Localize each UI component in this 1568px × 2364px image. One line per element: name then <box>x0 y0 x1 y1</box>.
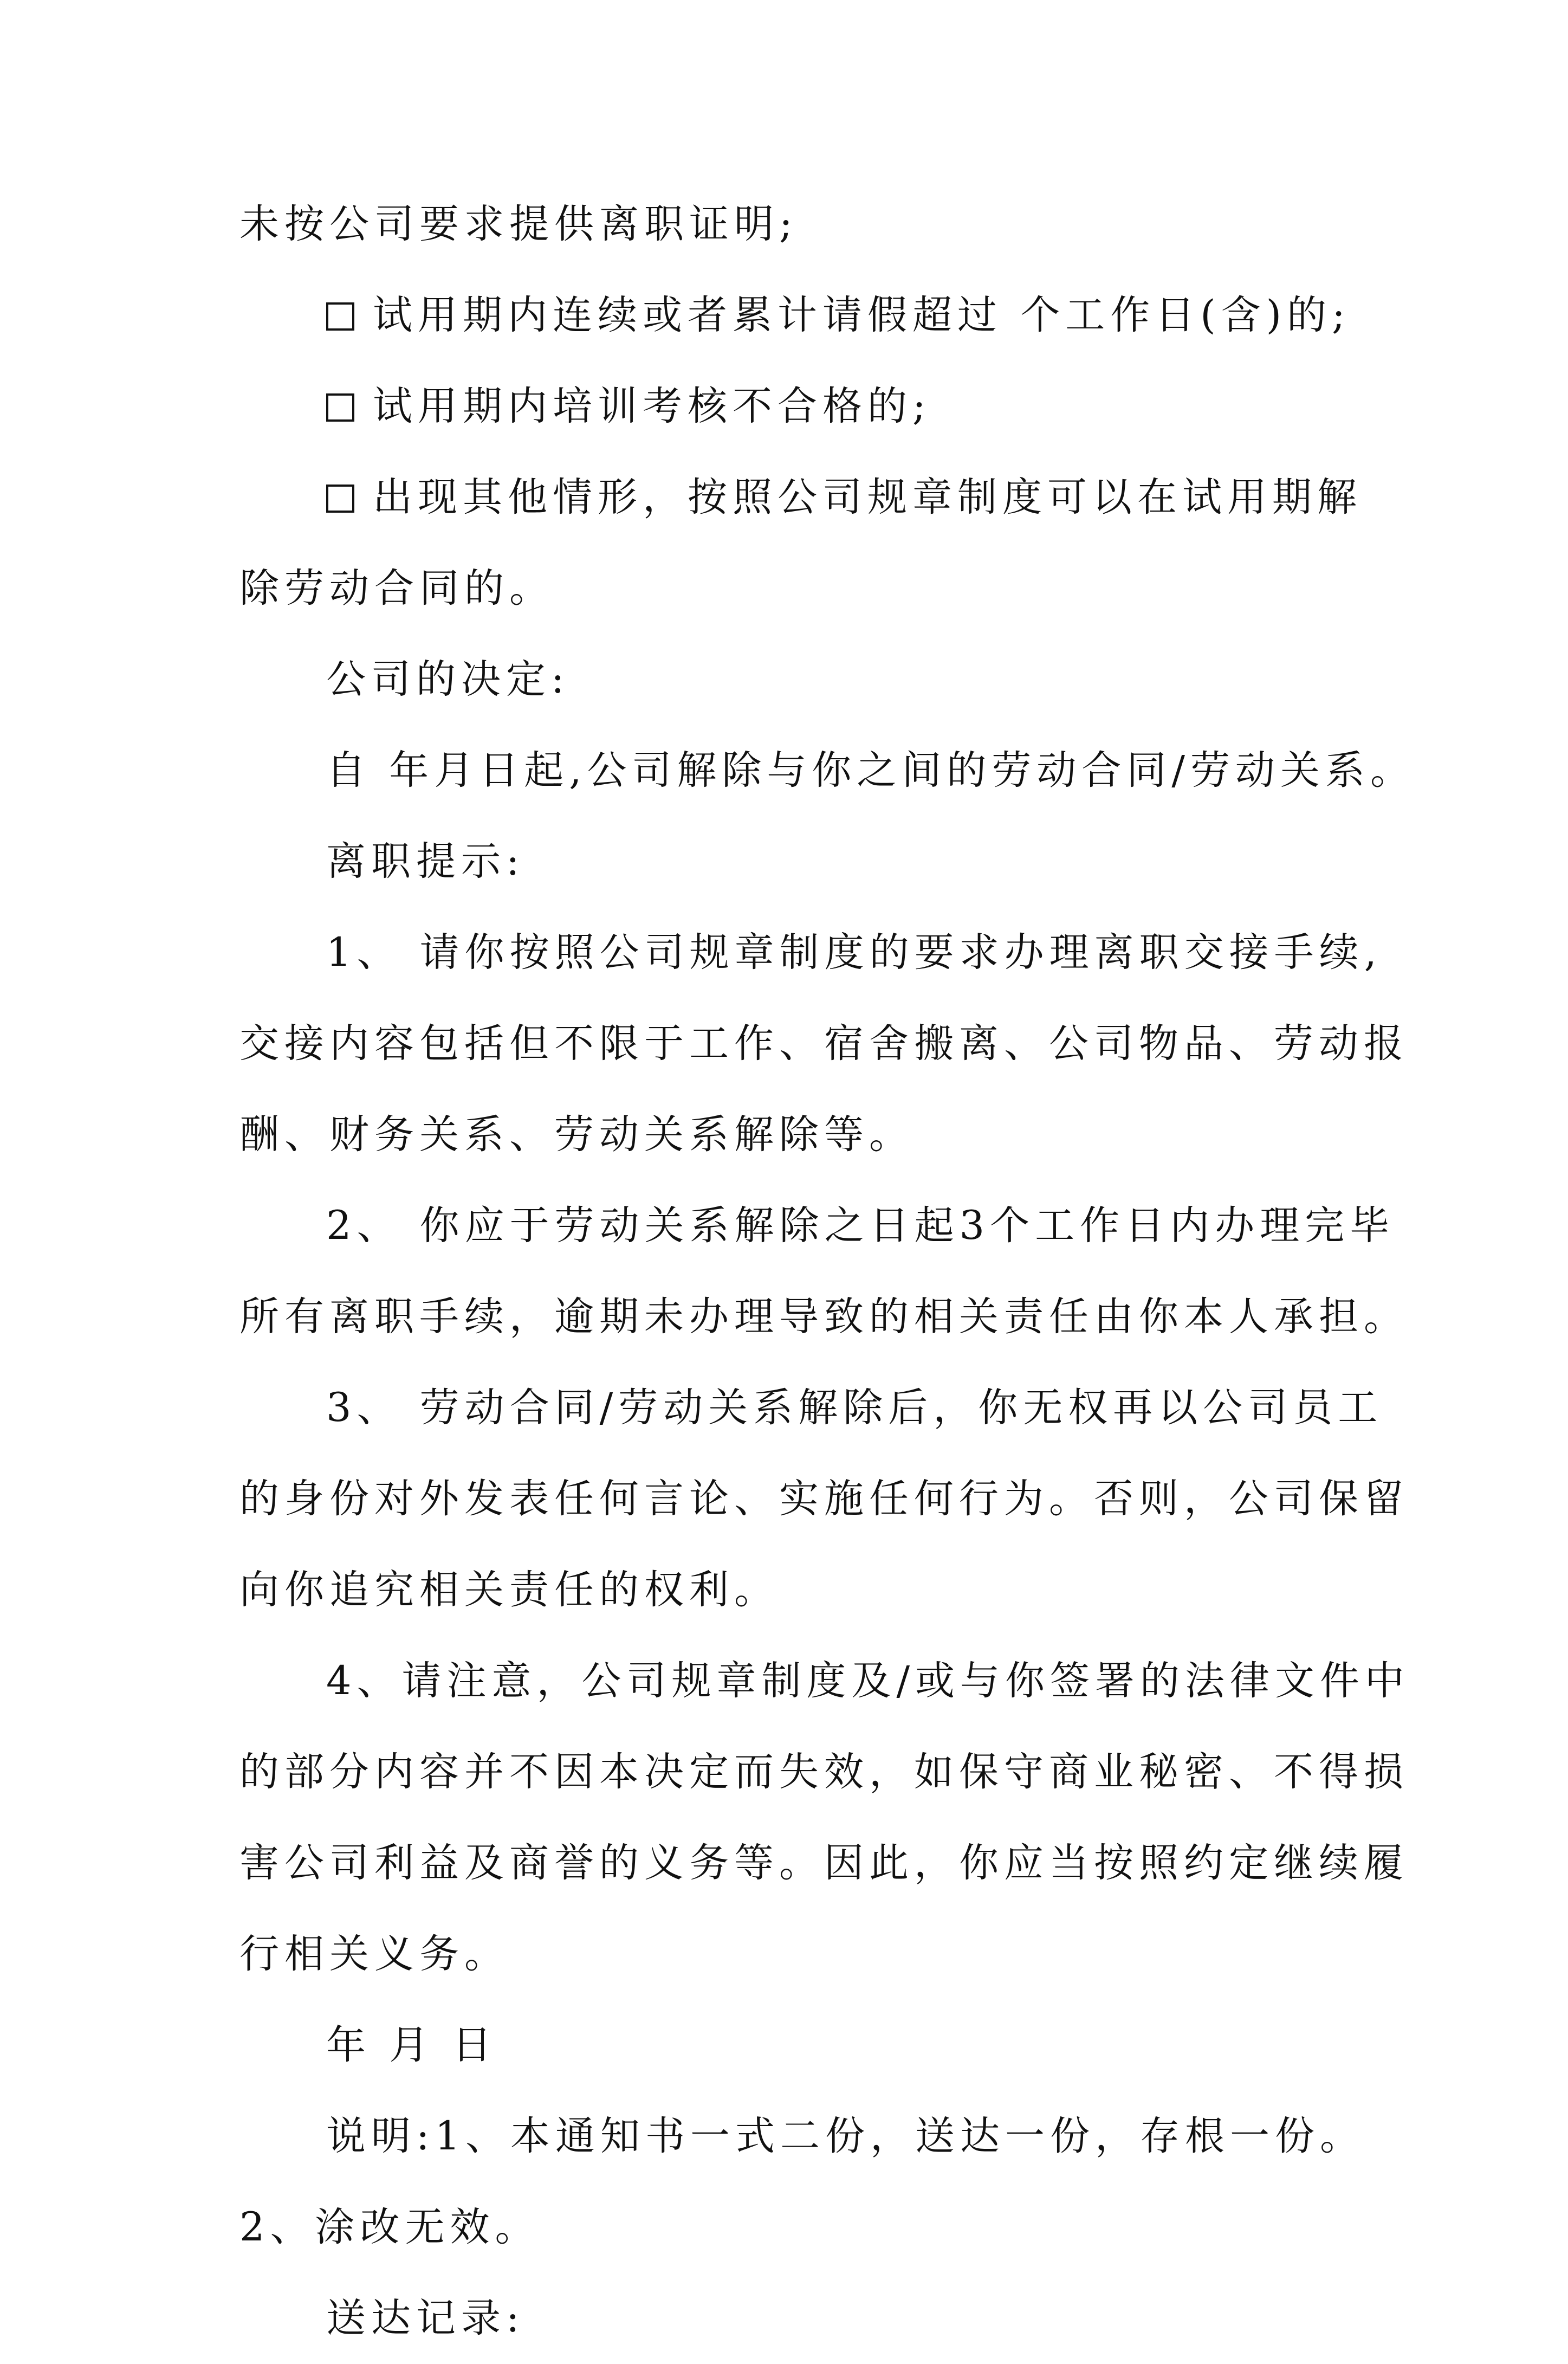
checkbox-icon <box>326 302 354 331</box>
text-line: 除劳动合同的。 <box>239 565 554 611</box>
document-page <box>239 179 1416 2364</box>
section-heading-tips: 离职提示: <box>326 838 525 884</box>
checkbox-item-training <box>239 361 1329 452</box>
tip-1-line: 交接内容包括但不限于工作、宿舍搬离、公司物品、劳动报 <box>239 1020 1409 1067</box>
checkbox-label: 出现其他情形，按照公司规章制度可以在试用期解 <box>373 474 1362 520</box>
note-line: 说明:1、本通知书一式二份，送达一份，存根一份。 <box>326 2113 1365 2159</box>
tip-4-line: 行相关义务。 <box>239 1931 509 1977</box>
tip-2-line: 2、 你应于劳动关系解除之日起3个工作日内办理完毕 <box>326 1203 1395 1249</box>
tip-4-line: 害公司利益及商誉的义务等。因此，你应当按照约定继续履 <box>239 1840 1409 1886</box>
date-line: 年 月 日 <box>326 2022 497 2068</box>
tip-3-line: 的身份对外发表任何言论、实施任何行为。否则，公司保留 <box>239 1476 1409 1522</box>
text-line: 未按公司要求提供离职证明; <box>239 201 798 247</box>
section-heading-decision: 公司的决定: <box>326 656 570 702</box>
tip-3-line: 3、 劳动合同/劳动关系解除后，你无权再以公司员工 <box>326 1385 1383 1431</box>
tip-1-line: 1、 请你按照公司规章制度的要求办理离职交接手续, <box>326 929 1382 976</box>
tip-4-line: 的部分内容并不因本决定而失效，如保守商业秘密、不得损 <box>239 1749 1409 1795</box>
checkbox-label: 试用期内连续或者累计请假超过 个工作日(含)的; <box>373 292 1351 338</box>
decision-text: 自 年月日起,公司解除与你之间的劳动合同/劳动关系。 <box>326 747 1416 793</box>
checkbox-item-other <box>239 452 1362 543</box>
checkbox-item-leave <box>239 270 1351 361</box>
note-line: 2、涂改无效。 <box>239 2204 540 2250</box>
checkbox-label: 试用期内培训考核不合格的; <box>373 383 931 429</box>
tip-2-line: 所有离职手续，逾期未办理导致的相关责任由你本人承担。 <box>239 1294 1409 1340</box>
checkbox-icon <box>326 393 354 422</box>
tip-3-line: 向你追究相关责任的权利。 <box>239 1567 779 1613</box>
section-heading-delivery: 送达记录: <box>326 2295 525 2341</box>
tip-4-line: 4、请注意，公司规章制度及/或与你签署的法律文件中 <box>326 1658 1410 1704</box>
tip-1-line: 酬、财务关系、劳动关系解除等。 <box>239 1112 914 1158</box>
checkbox-icon <box>326 485 354 513</box>
